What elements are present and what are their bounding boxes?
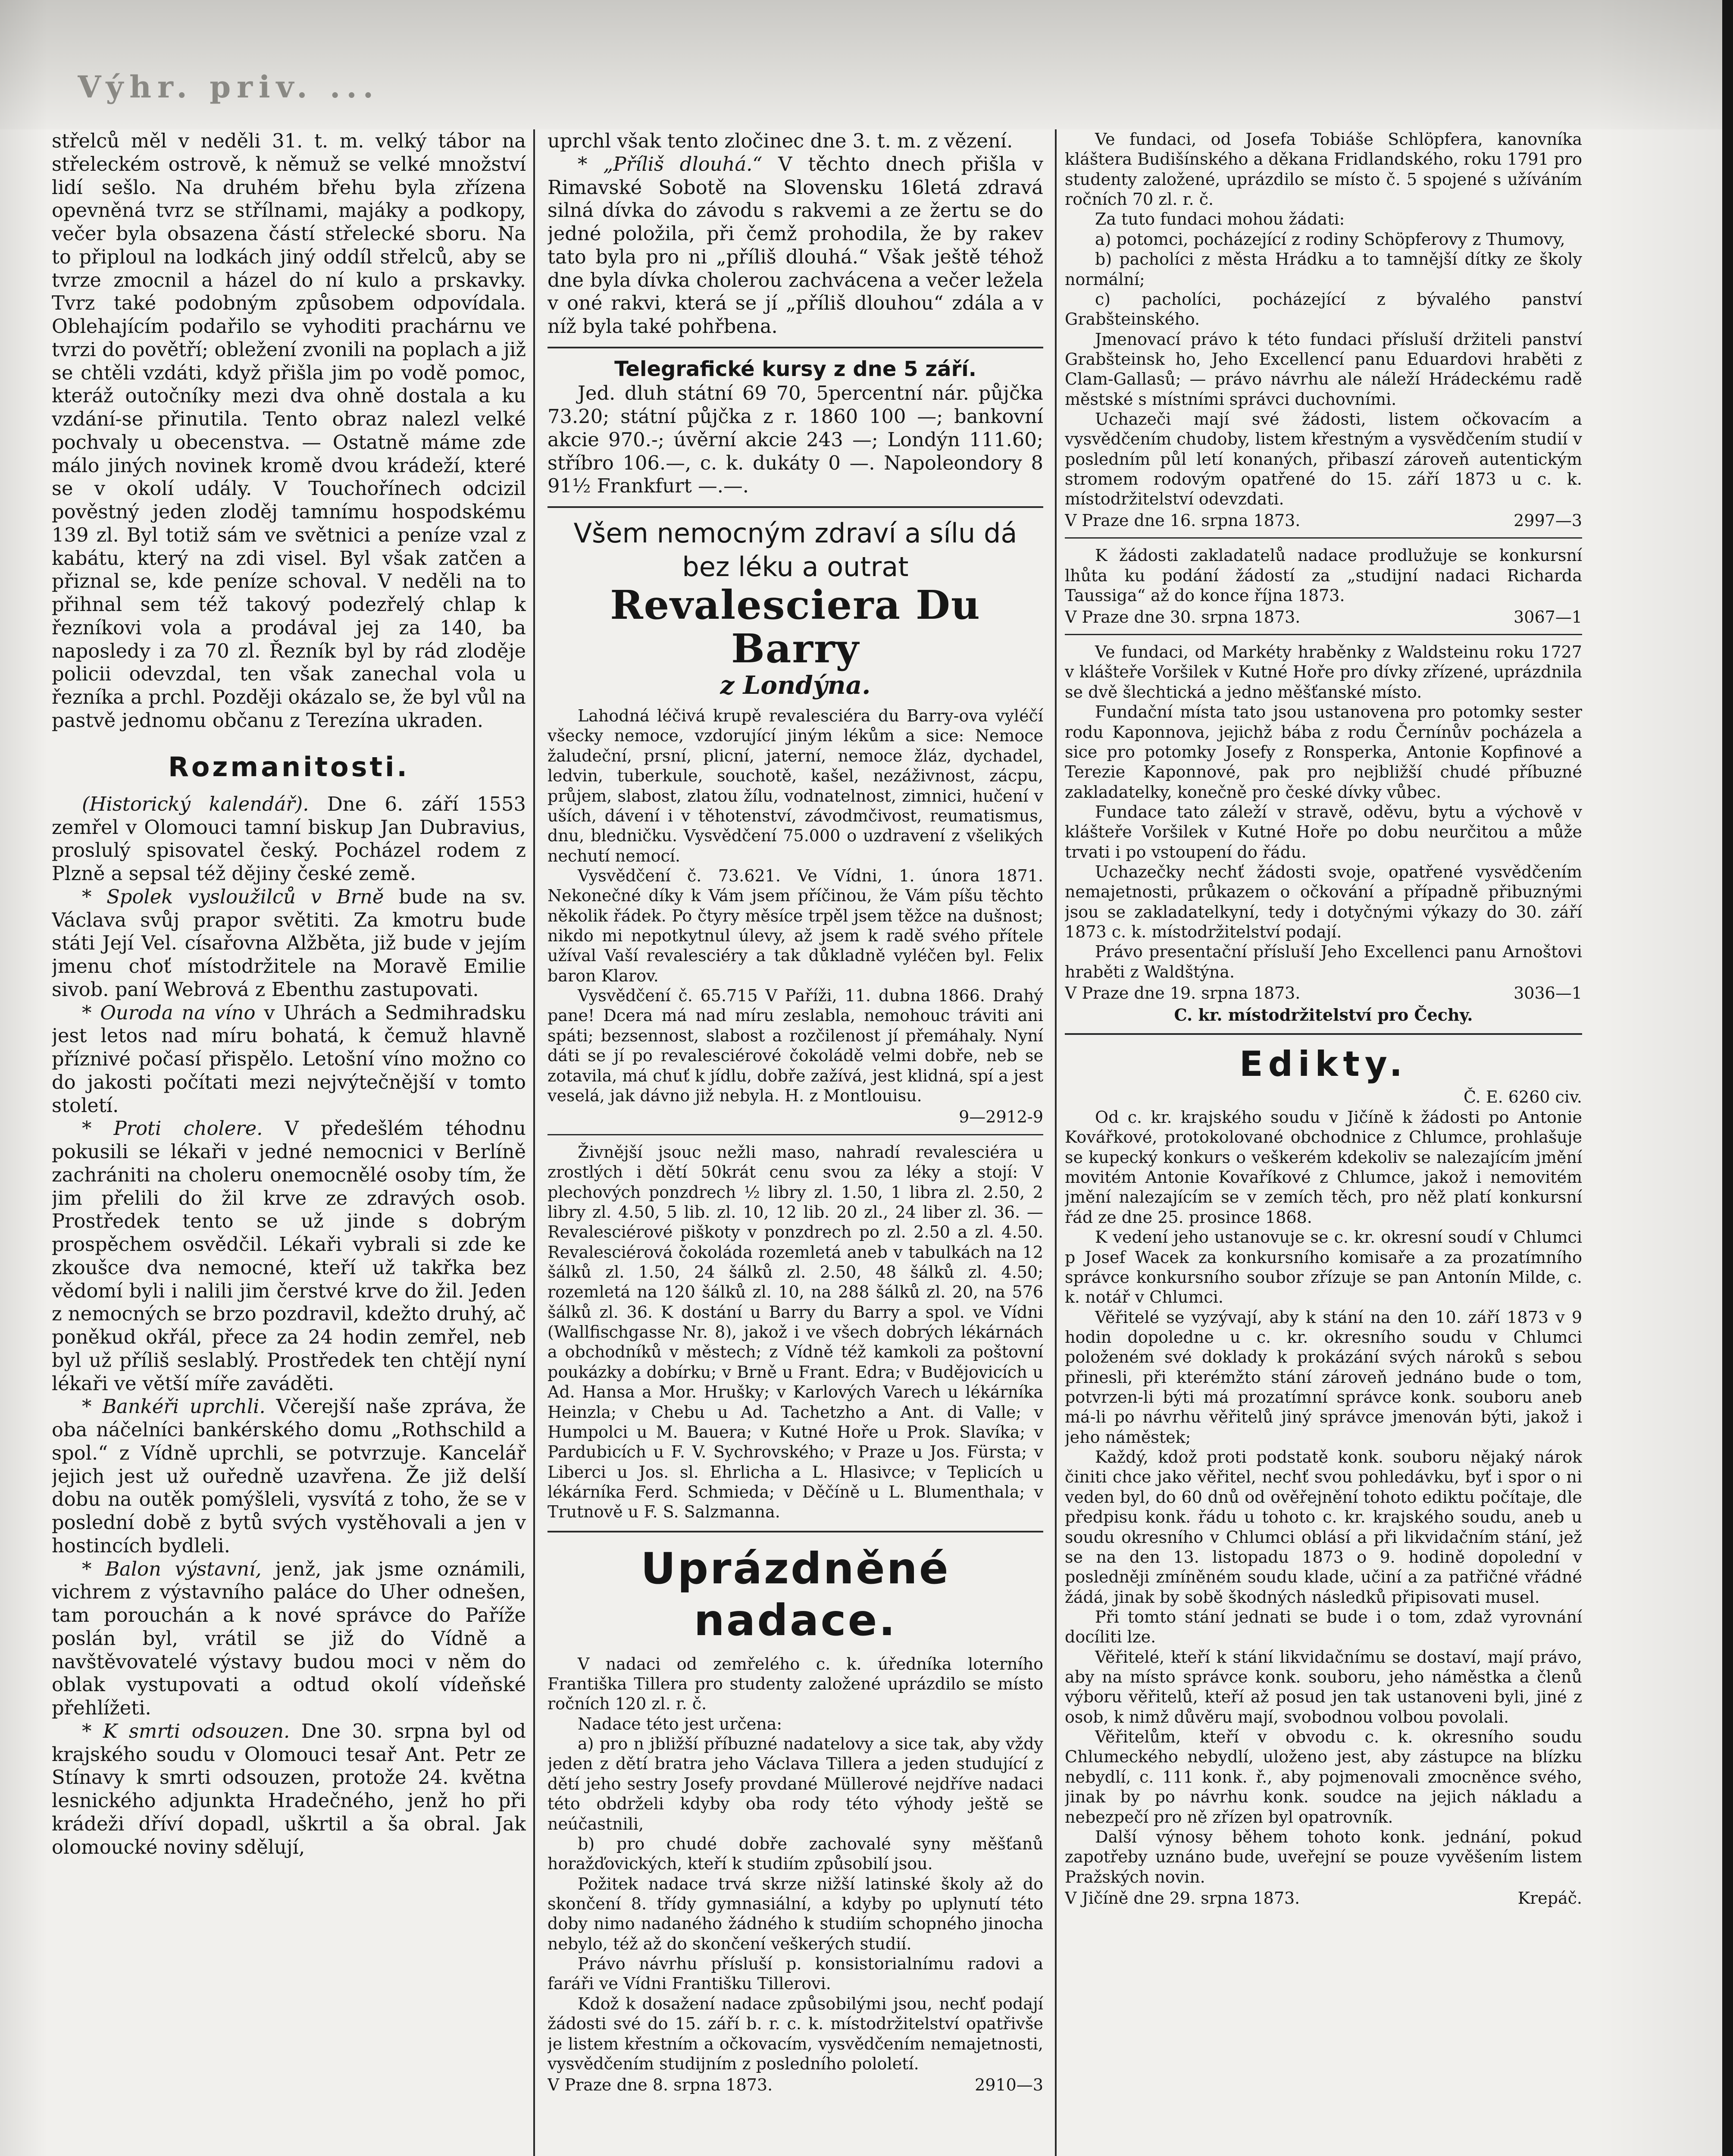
column-rule-1 [533, 129, 535, 2156]
notice-paragraph: Nadace této jest určena: [578, 1714, 782, 1733]
edict-paragraph: Věřitelům, kteří v obvodu c. k. okresního soudu Chlumeckého nebydlí, uloženo jest, aby zástupce na blízku nebydlí, c. 111 konk. ř., aby pojmenovali zmocněnce svého, jinak by po návrhu konk. soudce na jejich nákladu a nebezpečí pro ně zřízen byl opatrovník. [1065, 1727, 1582, 1827]
news-item-text: V těchto dnech přišla v Rimavské Sobotě na Slovensku 16letá zdravá silná dívka do závodu s rakvemi a ze žertu se do jedné položila, při čemž prohodila, že by rakev tato byla pro ni „příliš dlouhá.“ Však ještě téhož dne byla dívka cholerou zachvácena a večer ležela v oné rakvi, která se jí „příliš dlouhou“ zdála a v níž byla také pohřbena. [547, 152, 1043, 338]
column-rule-2 [1055, 129, 1057, 2156]
news-item-lead: * Balon výstavní, [82, 1557, 262, 1580]
notice-paragraph: Ve fundaci, od Josefa Tobiáše Schlöpfera, kanovníka kláštera Budišínského a děkana Fridlandského, roku 1791 pro studenty založené, uprázdilo se místo č. 5 spojené s užíváním ročních 70 zl. r. č. [1065, 130, 1582, 209]
notice-paragraph: Jmenovací právo k této fundaci přísluší držiteli panství Grabšteinsk ho, Jeho Excellencí panu Eduardovi hraběti z Clam-Gallasů; — právo návrhu ale náleží Hrádeckému radě městské s místními správci duchovními. [1065, 329, 1582, 409]
authority-name: C. kr. místodržitelství pro Čechy. [1174, 1005, 1473, 1025]
edict-date: V Jičíně dne 29. srpna 1873. [1065, 1889, 1300, 1908]
edict-paragraph: Věřitelé se vyzývají, aby k stání na den 10. září 1873 v 9 hodin dopoledne u c. kr. okresního soudu v Chlumci položeném své doklady k prokázání svých nároků s sebou přinesli, při kterémžto stání zároveň jednáno bude o tom, potvrzen-li býti má prozatímní správce konk. souboru aneb má-li po návrhu věřitelů jiný správce jmenován býti, jakož i jeho náměstek; [1065, 1307, 1582, 1447]
edict-paragraph: Při tomto stání jednati se bude i o tom, zdaž vyrovnání docíliti lze. [1065, 1607, 1582, 1647]
running-head: Výhr. priv. ... [78, 69, 380, 105]
notice-paragraph: Požitek nadace trvá skrze nižší latinské školy až do skončení 8. třídy gymnasiální, a kdyby po uplynutí této doby nimo nadaného žádného k studiím schopného jinocha nebylo, též až do skončení veškerých studií. [547, 1874, 1043, 1953]
section-title-nadace: Uprázdněné nadace. [641, 1543, 950, 1645]
news-item-lead: * Bankéři uprchli. [82, 1395, 266, 1418]
notice-paragraph: a) potomci, pocházející z rodiny Schöpferovy z Thumovy, [1095, 229, 1565, 249]
notice-paragraph: Uchazeči mají své žádosti, listem očkovacím a vysvědčením chudoby, listem křestným a vysvědčením studií v posledním půl letí konaných, přibaszí zároveň autentickým stromem rodovým opatřené do 15. září 1873 u c. k. místodržitelství odevzdati. [1065, 410, 1582, 509]
notice-number: 2997—3 [1514, 511, 1582, 530]
notice-paragraph: Uchazečky nechť žádosti svoje, opatřené vysvědčením nemajetnosti, průkazem o očkování a případně přibuznými jsou se zakladatelkyní, tedy i dotyčnými výkazy do 30. září 1873 c. k. místodržitelství podají. [1065, 862, 1582, 942]
notice-date: V Praze dne 16. srpna 1873. [1065, 511, 1301, 530]
telegraph-rates: Jed. dluh státní 69 70, 5percentní nár. půjčka 73.20; státní půjčka z r. 1860 100 —; bankovní akcie 970.-; úvěrní akcie 243 —; Londýn 111.60; stříbro 106.—, c. k. dukáty 0 —. Napoleondory 8 91½ Frankfurt —.—. [547, 382, 1043, 498]
divider [547, 1134, 1043, 1135]
notice-date: V Praze dne 30. srpna 1873. [1065, 607, 1301, 627]
edict-paragraph: Další výnosy během tohoto konk. jednání, pokud zapotřeby uznáno bude, uveřejní se pouze vyvěšením listem Pražských novin. [1065, 1827, 1582, 1887]
notice-signature [1065, 608, 1582, 627]
notice-paragraph: Fundační místa tato jsou ustanovena pro potomky sester rodu Kaponnova, jejichž bába z rodu Černínův pocházela a sice pro potomky Josefy z Ronsperka, Antonie Kopfinové a Terezie Kaponnové, pak pro nejbližší chudé příbuzné zakladatelky, konečně pro české dívky vůbec. [1065, 702, 1582, 802]
news-continuation: uprchl však tento zločinec dne 3. t. m. z vězení. [547, 129, 1013, 152]
edict-ref-number: Č. E. 6260 civ. [1463, 1087, 1582, 1107]
news-item-lead: * Spolek vysloužilců v Brně [82, 885, 384, 908]
ad-paragraph: Vysvědčení č. 65.715 V Paříži, 11. dubna 1866. Drahý pane! Dcera má nad míru zeslabla, nemohouc tráviti ani spáti; bezsennost, slabost a rozčilenost jí přemáhaly. Nyní dáti se jí po revalesciérové čokoládě velmi dobře, neb se zotavila, má chuť k jídlu, dobře zažívá, jest klidná, spí a jest veselá, jak dávno již nebyla. H. z Montlouisu. [547, 986, 1043, 1105]
news-item [52, 1720, 526, 1859]
news-item [52, 1395, 526, 1557]
scan-edge [1722, 0, 1733, 2156]
news-item [52, 1001, 526, 1117]
ad-paragraph: Lahodná léčivá krupě revalesciéra du Barry-ova vyléčí všecky nemoce, vzdorující jiným lékům a sice: Nemoce žaludeční, prsní, plicní, jaterní, nemoce žláz, dychadel, ledvin, tuberkule, souchotě, kašel, nezáživnost, zácpu, průjem, slabost, zlatou žílu, vodnatelnost, zimnici, hučení v uších, dávení i v těhotenství, závodmčivost, reumatismus, dnu, bledničku. Vysvědčení 75.000 o uzdravení z všelikých nechutí nemocí. [547, 706, 1043, 865]
news-item [52, 1557, 526, 1720]
page-gutter-shadow [0, 0, 47, 2156]
ad-city: z Londýna. [720, 671, 871, 700]
notice-paragraph: a) pro n jbližší příbuzné nadatelovy a sice tak, aby vždy jeden z dětí bratra jeho Václava Tillera a jeden studující z dětí jeho sestry Josefy provdané Müllerové nejdříve nadaci této obdrželi kdyby oba rody této výhody ještě se neúčastnili, [547, 1734, 1043, 1833]
news-item-lead: * Proti cholere. [82, 1117, 263, 1140]
section-title-edikty: Edikty. [1239, 1044, 1408, 1084]
news-item-text: jenž, jak jsme oznámili, vichrem z výstavního paláce do Uher odnešen, tam porouchán a k nové správce do Paříže poslán byl, vrátil se již do Vídně a navštěvovatelé výstavy budou moci v něm do oblak vystupovati a odtud okolí vídeňské přehlížeti. [52, 1557, 526, 1720]
divider [547, 347, 1043, 348]
news-item-text: Včerejší naše zpráva, že oba náčelníci bankérského domu „Rothschild a spol.“ z Vídně uprchli, se potvrzuje. Kancelář jejich jest už ouředně uzavřena. Že již delší dobu na outěk pomýšleli, vysvítá z toho, že se v poslední době z bytů svých vystěhovali a jen v hostincích bydleli. [52, 1395, 526, 1557]
ad-brand: Revalesciera Du Barry [610, 582, 981, 672]
divider [1065, 537, 1582, 539]
divider [547, 506, 1043, 508]
news-item-text: bude na sv. Václava svůj prapor světiti. Za kmotru bude státi Její Vel. císařovna Alžběta, již bude v jejím jmenu choť místodržitele na Moravě Emilie sivob. paní Webrová z Ebenthu zastupovati. [52, 885, 526, 1001]
news-item-lead: * „Příliš dlouhá.“ [578, 152, 763, 175]
ad-paragraph: Živnější jsouc nežli maso, nahradí revalesciéra u zrostlých i dětí 50krát cenu svou za léky a stojí: V plechových ponzdrech ½ libry zl. 1.50, 1 libra zl. 2.50, 2 libry zl. 4.50, 5 lib. zl. 10, 12 lib. 20 zl., 24 liber zl. 36. — Revalesciérové piškoty v ponzdrech po zl. 2.50 a zl. 4.50. Revalesciérová čokoláda rozemletá aneb v tabulkách na 12 šálků zl. 1.50, 24 šálků zl. 2.50, 48 šálků zl. 4.50; rozemletá na 120 šálků zl. 10, na 288 šálků zl. 20, na 576 šálků zl. 36. K dostání u Barry du Barry a spol. ve Vídni (Wallfischgasse Nr. 8), jakož i ve všech dobrých lékárnách a obchodníků v městech; z Vídně též kamkoli za poštovní poukázky a dobírku; v Brně u Frant. Edra; v Budějovicích u Ad. Hansa a Mor. Hrušky; v Karlových Varech u lékárníka Heinzla; v Chebu u Ad. Tachetzho a Ant. di Valle; v Humpolci u M. Bauera; v Kutné Hoře u Prok. Slavíka; v Pardubicích u F. V. Sychrovského; v Praze u Jos. Fürsta; v Liberci u Jos. sl. Ehrlicha a L. Hlasivce; v Teplicích u lékárníka Ferd. Schmieda; v Děčíně u L. Blumenthala; v Trutnově u F. S. Salzmanna. [547, 1142, 1043, 1522]
page-right-shade [1595, 0, 1722, 2156]
notice-signature [547, 2075, 1043, 2095]
news-item [52, 1117, 526, 1395]
ad-reference [547, 1107, 1043, 1127]
ad-ref-number: 9—2912-9 [959, 1107, 1043, 1127]
notice-paragraph: c) pacholíci, pocházející z bývalého panství Grabšteinského. [1065, 289, 1582, 329]
edict-paragraph: K vedení jeho ustanovuje se c. kr. okresní soudí v Chlumci p Josef Wacek za konkursního komisaře a za prozatímního správce konkursního soubor zřízuje se pan Antonín Milde, c. k. notář v Chlumci. [1065, 1228, 1582, 1307]
notice-number: 2910—3 [975, 2075, 1043, 2095]
column-3 [1065, 129, 1582, 2156]
section-title-rozmanitosti: Rozmanitosti. [168, 751, 410, 783]
news-item-lead: * K smrti odsouzen. [82, 1719, 290, 1742]
telegraph-title: Telegrafické kursy z dne 5 září. [614, 357, 976, 381]
notice-paragraph: b) pacholíci z města Hrádku a to tamnější dítky ze školy normální; [1065, 250, 1582, 289]
notice-paragraph: V nadaci od zemřelého c. k. úředníka loterního Františka Tillera pro studenty založené uprázdilo se místo ročních 120 zl. r. č. [547, 1654, 1043, 1714]
news-item-text: V předešlém téhodnu pokusili se lékaři v jedné nemocnici v Berlíně zachrániti na choleru onemocnělé osoby tím, že jim přelili do žil krve ze zdravých osob. Prostředek tento se už jinde s dobrým prospěchem osvědčil. Lékaři vybrali si zde ke zkoušce dva nemocné, kteří už takřka bez vědomí byli i nalili jim čerstvé krve do žil. Jeden z nemocných se brzo pozdravil, kdežto druhý, ač poněkud okřál, přece za 24 hodin zemřel, neb byl už příliš seslablý. Prostředek ten chtějí nyní lékaři ve větší míře zaváděti. [52, 1117, 526, 1395]
notice-paragraph: Kdož k dosažení nadace způsobilými jsou, nechť podají žádosti své do 15. září b. r. c. k. místodržitelství opatřivše je listem křestním a očkovacím, vysvědčením nemajetnosti, vysvědčením studijním z posledního pololetí. [547, 1994, 1043, 2073]
notice-paragraph: Ve fundaci, od Markéty hraběnky z Waldsteinu roku 1727 v klášteře Voršilek v Kutné Hoře pro dívky zřízené, uprázdnila se dvě šlechtická a jedno měšťanské místo. [1065, 642, 1582, 702]
notice-date: V Praze dne 8. srpna 1873. [547, 2075, 773, 2095]
news-item-text: Dne 6. září 1553 zemřel v Olomouci tamní biskup Jan Dubravius, proslulý spisovatel český. Pocházel rodem z Plzně a sepsal též dějiny české země. [52, 792, 526, 885]
divider [1065, 634, 1582, 635]
edict-signature [1065, 1889, 1582, 1908]
news-item [547, 153, 1043, 338]
column-1 [52, 129, 526, 2156]
divider [1065, 1033, 1582, 1035]
ad-headline: Všem nemocným zdraví a sílu dá bez léku a outrat [573, 517, 1017, 583]
edict-paragraph: Od c. kr. krajského soudu v Jičíně k žádosti po Antonie Kovářkové, protokolované obchodnice z Chlumce, prohlašuje se kupecký konkurs o veškerém kdekoliv se nalezajícím jmění movitém Antonie Kovaříkové z Chlumce, jakož i nemovitém jmění nalezajícím se v zemích těch, pro něž platí konkursní řád ze dne 25. prosince 1868. [1065, 1107, 1582, 1227]
edict-signer: Krepáč. [1517, 1889, 1582, 1908]
edict-reference [1065, 1087, 1582, 1107]
notice-paragraph: Právo návrhu přísluší p. konsistorialnímu radovi a faráři ve Vídni Františku Tillerovi. [547, 1954, 1043, 1993]
ad-paragraph: Vysvědčení č. 73.621. Ve Vídni, 1. února 1871. Nekonečné díky k Vám jsem příčinou, že Vám píšu těchto několik řádek. Po čtyry měsíce trpěl jsem těžce na dušnost; nikdo mi nepotkytnul úlevy, až jsem k radě svého přítele užíval Vaší revalesciéry a tak důkladně vyléčen byl. Felix baron Klarov. [547, 866, 1043, 985]
notice-signature [1065, 511, 1582, 531]
notice-paragraph: Fundace tato záleží v stravě, oděvu, bytu a výchově v klášteře Voršilek v Kutné Hoře po dobu neurčitou a může trvati i po vstoupení do řádu. [1065, 802, 1582, 862]
news-item [52, 885, 526, 1001]
report-continuation: střelců měl v neděli 31. t. m. velký tábor na střeleckém ostrově, k němuž se velké množství lidí sešlo. Na druhém břehu byla zřízena opevněná tvrz se střílnami, majáky a podkopy, večer byla obsazena částí střelecké sboru. Na to připloul na lodkách jiný oddíl střelců, aby se tvrze zmocnil a házel do ní kulo a prskavky. Tvrz také podobným způsobem odpovídala. Oblehajícím podařilo se vyhoditi prachárnu ve tvrzi do povětří; obležení zvonili na poplach a již se chtěli vzdáti, když přišla jim po vodě pomoc, kteráž outočníky mezi dva ohně dostala a ku vzdání-se přinutila. Tento obraz nalezl velké pochvaly u obecenstva. — Ostatně máme zde málo jiných novinek kromě dvou krádeží, které se v okolí udály. V Touchořínech odcizil pověstný jeden zloděj tamnímu hospodskému 139 zl. Byl totiž sám ve světnici a peníze vzal z kabátu, který na zdi visel. Byl však zatčen a přiznal se, kde peníze schoval. V neděli na to přihnal sem též takový podezřelý chlap k řezníkovi vola a prodával jej za 140, ba naposledy i za 70 zl. Řezník byl by rád zloděje policii odevzdal, ten však zanechal vola u řezníka a prchl. Později okázalo se, že byl vůl na pastvě jednomu občanu z Terezína ukraden. [52, 129, 526, 732]
edict-paragraph: Věřitelé, kteří k stání likvidačnímu se dostaví, mají právo, aby na místo správce konk. souboru, jeho náměstka a členů výboru věřitelů, kteří až posud jen tak ustanoveni byli, jiné z osob, k nimž důvěru mají, svobodnou volbou povolali. [1065, 1647, 1582, 1727]
news-item [52, 793, 526, 885]
notice-number: 3067—1 [1514, 607, 1582, 627]
edict-paragraph: Každý, kdož proti podstatě konk. souboru nějaký nárok činiti chce jako věřitel, nechť svou pohledávku, byť i spor o ni veden byl, do 60 dnů od ověřejnění tohoto ediktu počítaje, dle předpisu konk. řádu u tohoto c. kr. krajského soudu, aneb u soudu okresního v Chlumci oblásí a při likvidačním stání, jež se na den 13. listopadu 1873 o 9. hodině dopolední v posledněji zmíněném soudu klade, učiní a za patřičné vřádné žádá, jinak by sobě škodných následků připisovati musel. [1065, 1448, 1582, 1607]
notice-paragraph: Právo presentační přísluší Jeho Excellenci panu Arnoštovi hraběti z Waldštýna. [1065, 942, 1582, 981]
notice-date: V Praze dne 19. srpna 1873. [1065, 984, 1301, 1003]
notice-number: 3036—1 [1514, 984, 1582, 1003]
divider [547, 1531, 1043, 1532]
notice-paragraph: K žádosti zakladatelů nadace prodlužuje se konkursní lhůta ku podání žádostí za „studijní nadaci Richarda Taussiga“ až do konce října 1873. [1065, 546, 1582, 605]
notice-authority [1065, 1005, 1582, 1025]
news-item-lead: * Ouroda na víno [82, 1001, 256, 1024]
notice-signature [1065, 984, 1582, 1003]
column-2 [547, 129, 1043, 2156]
news-item-text: Dne 30. srpna byl od krajského soudu v Olomouci tesař Ant. Petr ze Stínavy k smrti odsouzen, protože 24. května lesnického adjunkta Hradečného, jenž ho při krádeži dříví dopadl, uškrtil a ša obral. Jak olomoucké noviny sdělují, [52, 1719, 526, 1858]
news-item-text: v Uhrách a Sedmihradsku jest letos nad míru bohatá, k čemuž hlavně příznivé počasí přispělo. Letošní víno možno co do jakosti počítati mezi nejvýtečnější v tomto století. [52, 1001, 526, 1117]
notice-paragraph: Za tuto fundaci mohou žádati: [1095, 210, 1345, 229]
notice-paragraph: b) pro chudé dobře zachovalé syny měšťanů horažďovických, kteří k studiím způsobilí jsou. [547, 1834, 1043, 1874]
news-item-lead: (Historický kalendář). [82, 792, 309, 815]
